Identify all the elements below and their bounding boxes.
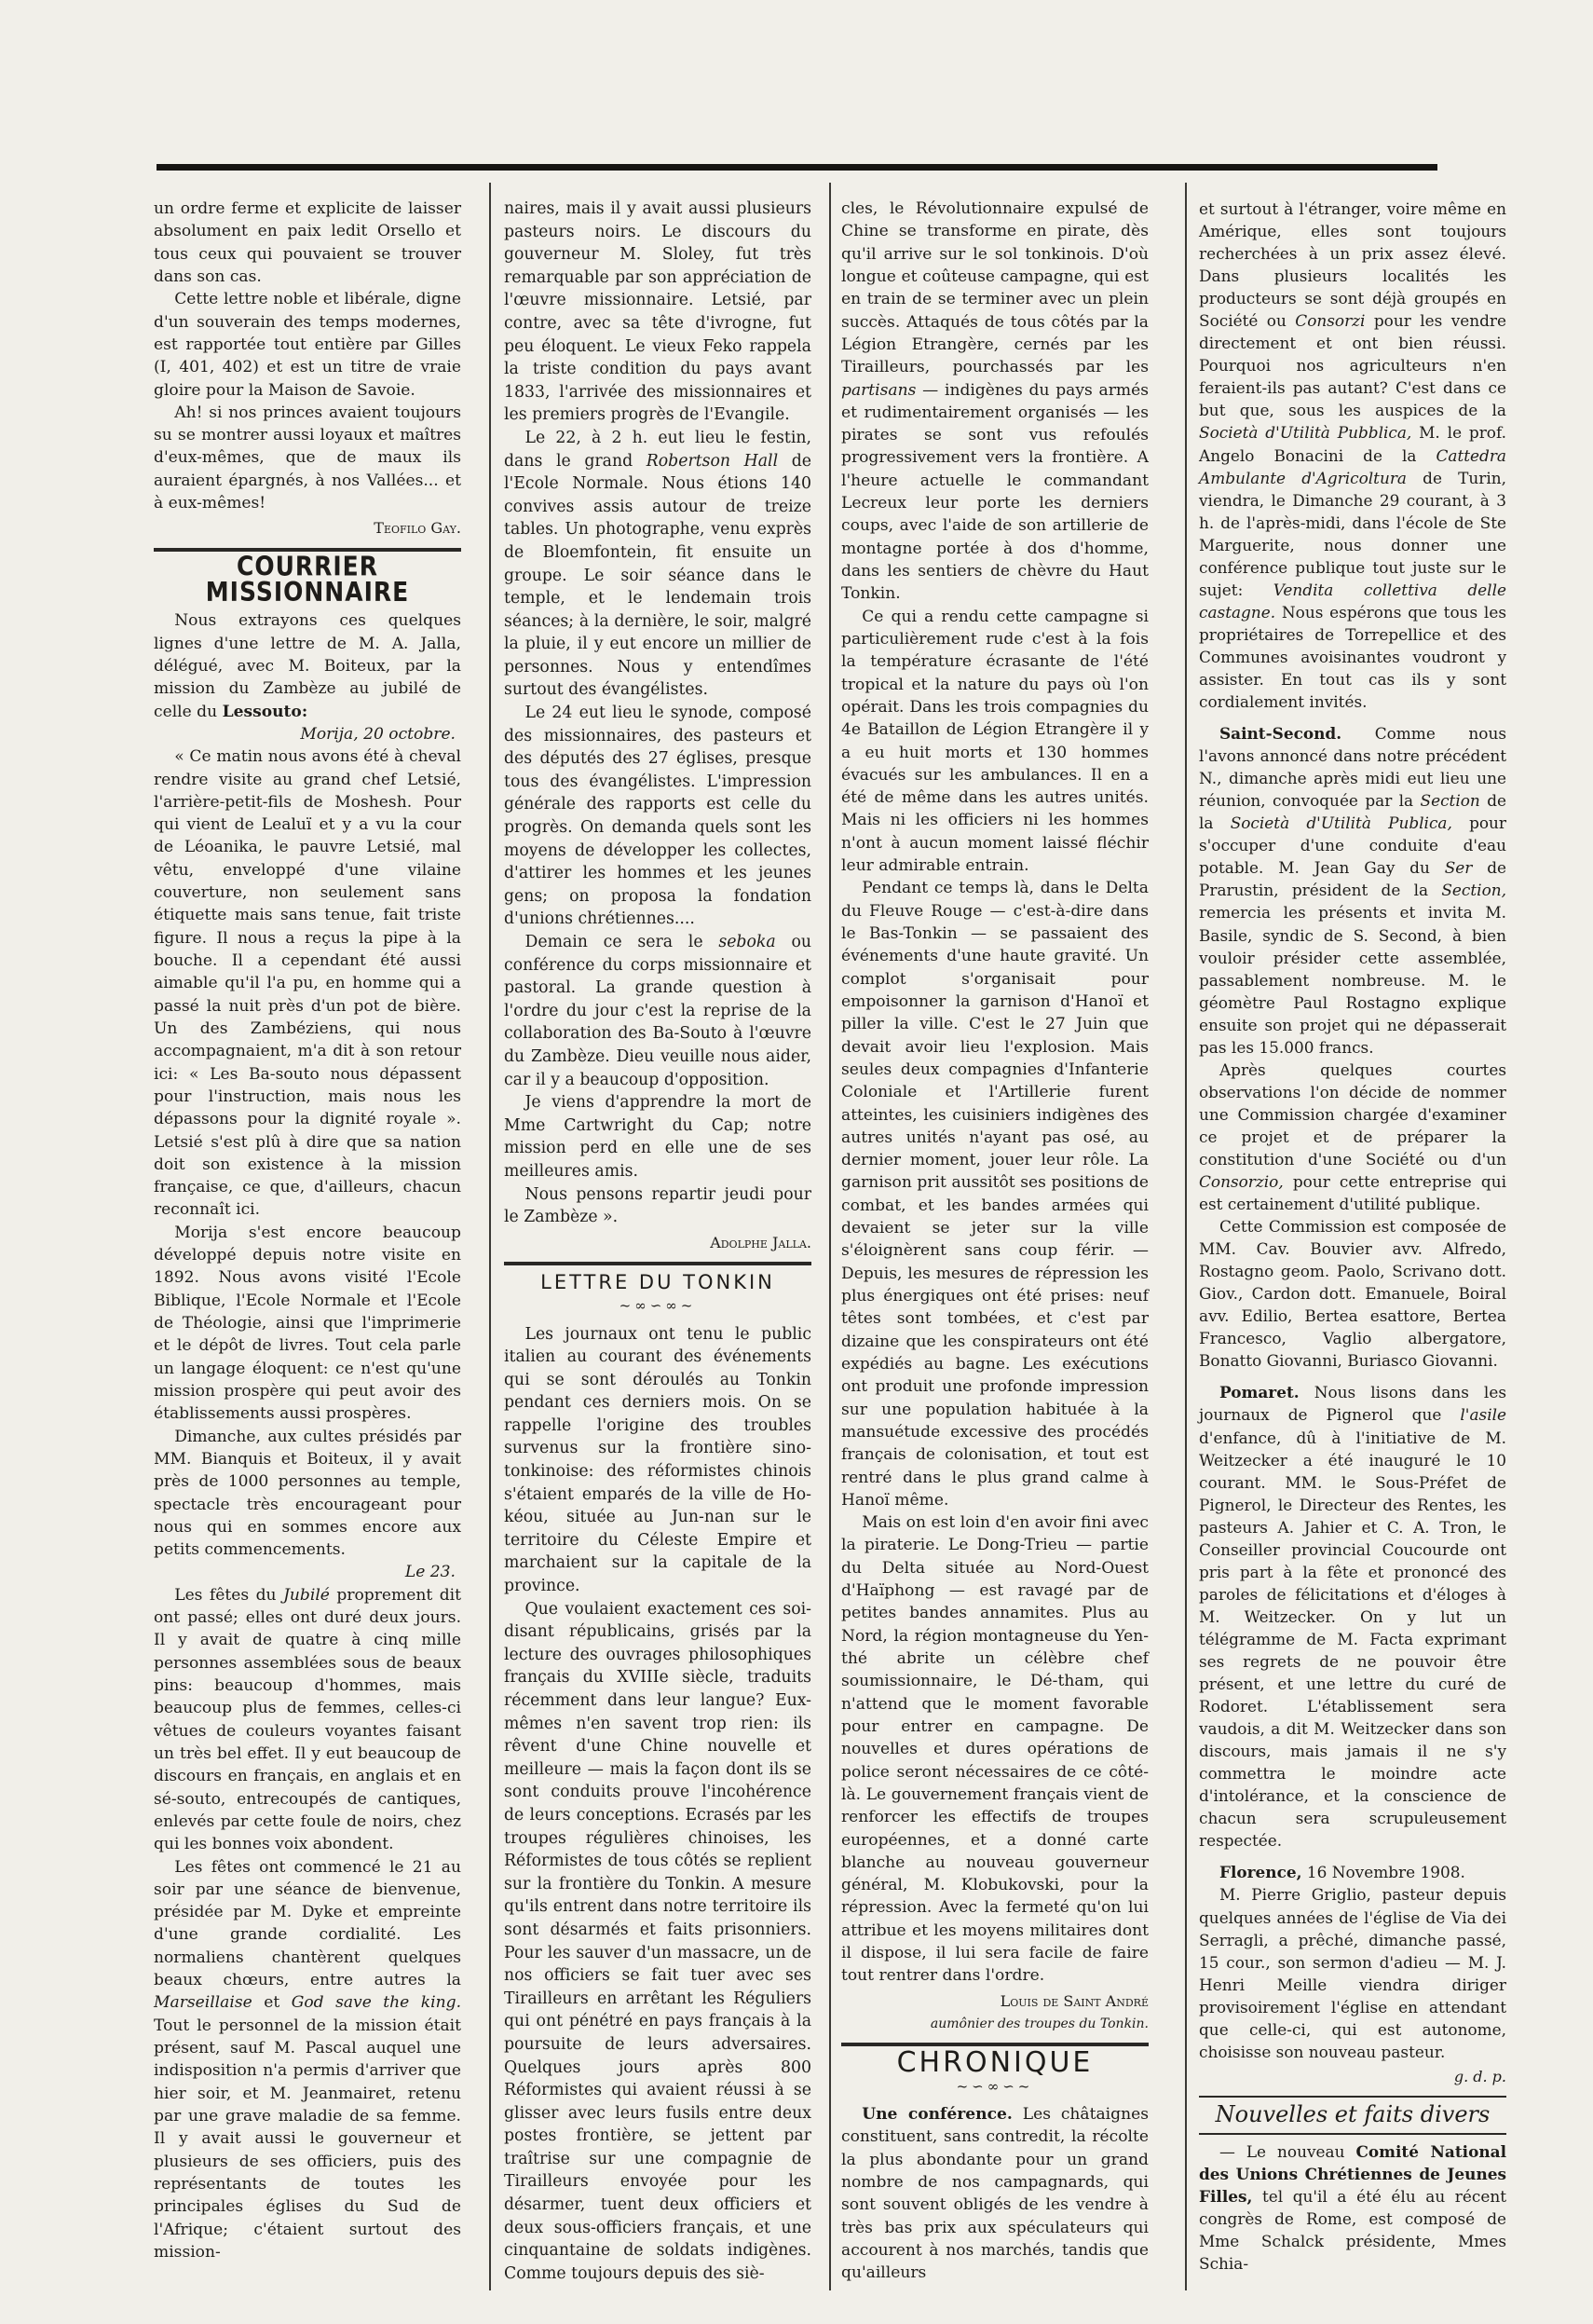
- text-run: de Turin, viendra, le Dimanche 29 courant, à 3 h. de l'après-midi, dans l'école de Ste Marguerite, nous donner une conférence publique tout juste sur le sujet:: [1199, 468, 1506, 599]
- column-1: [154, 198, 461, 2263]
- paragraph: Nous pensons repartir jeudi pour le Zambèze ».: [504, 1184, 811, 1227]
- column-3: [841, 198, 1149, 2284]
- courrier-missionnaire-heading: COURRIER MISSIONNAIRE: [205, 550, 410, 608]
- paragraph: Ce qui a rendu cette campagne si particulièrement rude c'est à la fois la température écrasante de l'été tropical et la nature du pays où l'on opérait. Dans les trois compagnies du 4e Bataillon de Légion Etrangère il y a eu huit morts et 130 hommes évacués sur les ambulances. Il en a été de même dans les autres unités. Mais ni les officiers ni les hommes n'ont à aucun moment laissé fléchir leur admirable entrain.: [841, 607, 1149, 876]
- paragraph: Dimanche, aux cultes présidés par MM. Bianquis et Boiteux, il y avait près de 1000 personnes au temple, spectacle très encourageant pour nous qui en sommes encore aux petits commencements.: [154, 1427, 461, 1560]
- paragraph: Pendant ce temps là, dans le Delta du Fleuve Rouge — c'est-à-dire dans le Bas-Tonkin — se passaient des événements d'une haute gravité. Un complot s'organisait pour empoisonner la garnison d'Hanoï et piller la ville. C'est le 27 Juin que devait avoir lieu l'explosion. Mais seules deux compagnies d'Infanterie Coloniale et l'Artillerie furent atteintes, les cuisiniers indigènes des autres unités n'ayant pas osé, au dernier moment, jouer leur rôle. La garnison prit aussitôt ses positions de combat, et les bandes armées qui devaient se jeter sur la ville s'éloignèrent sans coup férir. — Depuis, les mesures de répression les plus énergiques ont été prises: neuf têtes sont tombées, et c'est par dizaine que les conspirateurs ont été expédiés au bagne. Les exécutions ont produit une profonde impression sur une population habituée à la mansuétude excessive des procédés français de colonisation, et tout est rentré dans le plus grand calme à Hanoï même.: [841, 879, 1149, 1510]
- column-4: [1199, 198, 1506, 2275]
- chronique-heading: CHRONIQUE: [896, 2046, 1094, 2080]
- text-run-italic: Ser: [1444, 858, 1473, 878]
- paragraph: [1199, 198, 1506, 713]
- text-run-bold: Une conférence.: [862, 2104, 1013, 2124]
- text-run: — indigènes du pays armés et rudimentairement organisés — les pirates se sont vus refoulés progressivement vers la frontière. A l'heure actuelle le commandant Lecreux leur porte les derniers coups, avec l'aide de son artillerie de montagne portée à dos d'homme, dans les sentiers de chèvre du Haut Tonkin.: [841, 380, 1149, 604]
- text-run-italic: Marseillaise: [154, 1993, 252, 2013]
- text-run-italic: Società d'Utilità Pubblica,: [1199, 423, 1412, 443]
- paragraph: Le 24 eut lieu le synode, composé des missionnaires, des pasteurs et des députés des 27 églises, presque tous des évangélistes. L'impression générale des rapports est celle du progrès. On demanda quels sont les moyens de développer les collectes, d'attirer les hommes et les jeunes gens; on proposa la fondation d'unions chrétiennes....: [504, 704, 811, 929]
- paragraph: M. Pierre Griglio, pasteur depuis quelques années de l'église de Via dei Serragli, a prêché, dimanche passé, 15 cour., son sermon d'adieu — M. J. Henri Meille viendra diriger provisoirement l'église en attendant que celle-ci, qui est autonome, choisisse son nouveau pasteur.: [1199, 1885, 1506, 2061]
- signature-louis-de-saint-andre: Louis de Saint André: [1000, 1991, 1149, 2010]
- text-run-bold: Florence,: [1219, 1863, 1302, 1882]
- text-run: Les châtaignes constituent, sans contredit, la récolte la plus abondante pour un grand nombre de nos campagnards, qui sont souvent obligés de les vendre à très bas prix aux spéculateurs qui accourent à nos marchés, tandis que qu'ailleurs: [841, 2104, 1149, 2283]
- text-run: pour cette entreprise qui est certainement d'utilité publique.: [1199, 1172, 1506, 1214]
- text-run-bold: Pomaret.: [1219, 1383, 1300, 1402]
- signature-gdp: g. d. p.: [1453, 2067, 1506, 2085]
- paragraph: Cette lettre noble et libérale, digne d'un souverain des temps modernes, est rapportée tout entière par Gilles (I, 401, 402) et est un titre de vraie gloire pour la Maison de Savoie.: [154, 290, 461, 400]
- text-run: Les fêtes ont commencé le 21 au soir par une séance de bienvenue, présidée par M. Dyke et empreinte d'une grande cordialité. Les normaliens chantèrent quelques beaux chœurs, entre autres la: [154, 1857, 461, 1990]
- paragraph: Les journaux ont tenu le public italien au courant des événements qui se sont déroulés au Tonkin pendant ces derniers mois. On se rappelle l'origine des troubles survenus sur la frontière sino-tonkinoise: des réformistes chinois s'étaient emparés de la ville de Ho-kéou, située au Jun-nan sur le territoire du Céleste Empire et marchaient sur la capitale de la province.: [504, 1324, 811, 1596]
- ornament-divider: ~∞∽∞~: [619, 1296, 697, 1314]
- column-divider: [829, 183, 831, 2290]
- paragraph: [841, 2103, 1149, 2285]
- text-run: ou conférence du corps missionnaire et pastoral. La grande question à l'ordre du jour c'est la reprise de la collaboration des Ba-Souto à l'œuvre du Zambèze. Dieu veuille nous aider, car il y a beaucoup d'opposition.: [504, 933, 811, 1089]
- text-run: d'enfance, dû à l'initiative de M. Weitzecker a été inauguré le 10 courant. MM. le Sous-Préfet de Pignerol, le Directeur des Rentes, les pasteurs A. Jahier et C. A. Tron, le Conseiller provincial Coucourde ont pris part à la fête et prononcé des paroles de félicitations et d'éloges à M. Weitzecker. On y lut un télégramme de M. Facta exprimant ses regrets de ne pouvoir être présent, et une lettre du curé de Rodoret. L'établissement sera vaudois, a dit M. Weitzecker dans son discours, mais jamais il ne s'y commettra le moindre acte d'intolérance, et la conscience de chacun sera scrupuleusement respectée.: [1199, 1428, 1506, 1851]
- column-divider: [489, 183, 491, 2290]
- text-run-italic: Consorzio,: [1199, 1172, 1284, 1192]
- signature-teofilo-gay: Teofilo Gay.: [374, 519, 461, 538]
- text-run: Nous espérons que tous les propriétaires de Torrepellice et des Communes avoisinantes voudront y assister. En tout cas ils y sont cordialement invités.: [1199, 602, 1506, 712]
- paragraph: [1199, 2140, 1506, 2275]
- paragraph: Mais on est loin d'en avoir fini avec la piraterie. Le Dong-Trieu — partie du Delta située au Nord-Ouest d'Haïphong — est ravagé par de petites bandes annamites. Plus au Nord, la région montagneuse du Yen-thé abrite un célèbre chef soumissionnaire, le Dé-tham, qui n'attend que le moment favorable pour entrer en campagne. De nouvelles et dures opérations de police seront nécessaires de ce côté-là. Le gouvernement français vient de renforcer les effectifs de troupes européennes, et a donné carte blanche au nouveau gouverneur général, M. Klobukovski, pour la répression. Avec la fermeté qu'on lui attribue et les moyens militaires dont il dispose, il lui sera facile de faire tout rentrer dans l'ordre.: [841, 1513, 1149, 1986]
- text-run: Tout le personnel de la mission était présent, sauf M. Pascal auquel une indisposition n'a permis d'arriver que hier soir, et M. Jeanmairet, retenu par une grave maladie de sa femme. Il y avait aussi le gouverneur et plusieurs de ses officiers, puis des représentants de toutes les principales églises du Sud de l'Afrique; c'étaient surtout des mission-: [154, 2016, 461, 2262]
- ornament-divider: ~∽∞∽~: [956, 2077, 1034, 2095]
- paragraph: [504, 427, 811, 702]
- lettre-du-tonkin-heading: LETTRE DU TONKIN: [540, 1271, 775, 1294]
- paragraph: [154, 609, 461, 723]
- text-run: Nous extrayons ces quelques lignes d'une lettre de M. A. Jalla, délégué, avec M. Boiteux, par la mission du Zambèze au jubilé de celle du: [154, 611, 461, 721]
- text-run-italic: Jubilé: [283, 1585, 330, 1605]
- text-run-italic: Robertson Hall: [646, 451, 779, 471]
- text-run-italic: seboka: [718, 933, 776, 951]
- paragraph: naires, mais il y avait aussi plusieurs pasteurs noirs. Le discours du gouverneur M. Sloley, fut très remarquable par son appréciation de l'œuvre missionnaire. Letsié, par contre, avec sa tête d'ivrogne, fut peu éloquent. Le vieux Feko rappela la triste condition du pays avant 1833, l'arrivée des missionnaires et les premiers progrès de l'Evangile.: [504, 199, 811, 425]
- section-rule: [1199, 2133, 1506, 2135]
- paragraph: [1199, 1381, 1506, 1852]
- paragraph: Que voulaient exactement ces soi-disant républicains, grisés par la lecture des ouvrages philosophiques français du XVIIIe siècle, traduits récemment dans leur langue? Eux-mêmes n'en savent trop rien: ils rêvent d'une Chine nouvelle et meilleure — mais la façon dont ils se sont conduits prouve l'incohérence de leurs conceptions. Ecrasés par les troupes régulières chinoises, les Réformistes de tous côtés se replient sur la frontière du Tonkin. A mesure qu'ils entrent dans notre territoire ils sont désarmés et faits prisonniers. Pour les sauver d'un massacre, un de nos officiers se fait tuer avec ses Tirailleurs en arrêtant les Réguliers qui ont pénétré en pays français à la poursuite de leurs adversaires. Quelques jours après 800 Réformistes qui avaient réussi à se glisser avec leurs fusils entre deux postes frontière, se jettent par traîtrise sur une compagnie de Tirailleurs envoyée pour les désarmer, tuent deux officiers et deux sous-officiers français, et une cinquantaine de soldats indigènes. Comme toujours depuis des siè-: [504, 1599, 811, 2283]
- text-run: de l'Ecole Normale. Nous étions 140 convives assis autour de treize tables. Un photographe, venu exprès de Bloemfontein, fit ensuite un groupe. Le soir séance dans le temple, et le lendemain trois séances; à la dernière, le soir, malgré la pluie, il y eut encore un millier de personnes. Nous y entendîmes surtout des évangélistes.: [504, 451, 811, 700]
- text-run-italic: Cattedra Ambulante d'Agricoltura: [1199, 445, 1506, 487]
- text-run: pour les vendre directement et ont bien réussi. Pourquoi nos agriculteurs n'en feraient-ils pas autant? C'est dans ce but que, sous les auspices de la: [1199, 311, 1506, 420]
- text-run: tel qu'il a été élu au récent congrès de Rome, est composé de Mme Schalck présidente, Mmes Schia-: [1199, 2187, 1506, 2274]
- text-run-italic: God save the king.: [291, 1993, 462, 2013]
- text-run: Demain ce sera le: [524, 933, 703, 951]
- text-run-italic: Consorzi: [1295, 311, 1366, 331]
- text-run: remercia les présents et invita M. Basile, syndic de S. Second, à bien vouloir présider cette assemblée, passablement nombreuse. M. le géomètre Paul Rostagno explique ensuite son projet qui ne dépasserait pas les 15.000 francs.: [1199, 903, 1506, 1057]
- signature-adolphe-jalla: Adolphe Jalla.: [710, 1233, 811, 1251]
- text-run: — Le nouveau: [1219, 2141, 1345, 2161]
- text-run-bold: Lessouto:: [222, 702, 308, 721]
- paragraph: [1199, 722, 1506, 1059]
- column-2: [504, 198, 811, 2285]
- paragraph: [154, 1856, 461, 2264]
- paragraph: [1199, 1861, 1506, 1883]
- paragraph: un ordre ferme et explicite de laisser absolument en paix ledit Orsello et tous ceux qui pouvaient se trouver dans son cas.: [154, 199, 461, 286]
- text-run: de la: [1199, 791, 1506, 833]
- section-rule: [504, 1262, 811, 1265]
- paragraph: Cette Commission est composée de MM. Cav. Bouvier avv. Alfredo, Rostagno geom. Paolo, Scrivano dott. Giov., Cardon dott. Emanuele, Boiral avv. Edilio, Bertea esattore, Bertea Francesco, Vaglio albergatore, Bonatto Giovanni, Buriasco Giovanni.: [1199, 1217, 1506, 1371]
- text-run: et: [264, 1993, 280, 2013]
- dateline: Le 23.: [404, 1563, 456, 1582]
- paragraph: [154, 1584, 461, 1856]
- text-run: de Prarustin, président de la: [1199, 858, 1506, 900]
- text-run: proprement dit ont passé; elles ont duré deux jours. Il y avait de quatre à cinq mille personnes assemblées sous de beaux pins: beaucoup d'hommes, mais beaucoup plus de femmes, celles-ci vêtues de couleurs voyantes faisant un très bel effet. Il y eut beaucoup de discours en français, en anglais et en sé-souto, entrecoupés de cantiques, enlevés par cette foule de noirs, chez qui les bonnes voix abondent.: [154, 1585, 462, 1854]
- text-run: Nous lisons dans les journaux de Pignerol que: [1199, 1383, 1506, 1425]
- text-run-bold: Comité National des Unions Chrétiennes de Jeunes Filles,: [1199, 2141, 1506, 2207]
- text-run-italic: Vendita collettiva delle castagne.: [1199, 580, 1506, 622]
- paragraph: [504, 931, 811, 1091]
- paragraph: « Ce matin nous avons été à cheval rendre visite au grand chef Letsié, l'arrière-petit-fils de Moshesh. Pour qui vient de Lealuï et y a vu la cour de Léoanika, le pauvre Letsié, mal vêtu, enveloppé d'une vilaine couverture, non seulement sans étiquette mais sans tenue, fait triste figure. Il nous a reçus la pipe à la bouche. Il a cependant été aussi aimable qu'il l'a pu, en homme qui a passé la nuit près d'un pot de bière. Un des Zambéziens, qui nous accompagnaient, m'a dit à son retour ici: « Les Ba-souto nous dépassent pour l'instruction, mais nous les dépassons pour la dignité royale ». Letsié s'est plû à dire que sa nation doit son existence à la mission française, ce que, d'ailleurs, chacun reconnaît ici.: [154, 747, 461, 1220]
- text-run-bold: Saint-Second.: [1219, 724, 1342, 744]
- text-run-italic: Section,: [1441, 881, 1506, 900]
- section-rule: [1199, 2096, 1506, 2098]
- paragraph: [841, 198, 1149, 606]
- nouvelles-et-faits-divers-heading: Nouvelles et faits divers: [1215, 2100, 1491, 2127]
- column-divider: [1185, 183, 1187, 2290]
- text-run-italic: partisans: [841, 380, 917, 400]
- text-run-italic: l'asile: [1460, 1405, 1506, 1425]
- text-run: cles, le Révolutionnaire expulsé de Chine se transforme en pirate, dès qu'il arrive sur le sol tonkinois. D'où longue et coûteuse campagne, qui est en train de se terminer avec un plein succès. Attaqués de tous côtés par la Légion Etrangère, cernés par les Tirailleurs, pourchassés par les: [841, 199, 1149, 377]
- dateline: Morija, 20 octobre.: [300, 724, 456, 744]
- signature-role: aumônier des troupes du Tonkin.: [930, 2016, 1149, 2031]
- header-rule: [157, 164, 1437, 171]
- paragraph: [1199, 1059, 1506, 1215]
- text-run-italic: Società d'Utilità Publica,: [1230, 813, 1452, 833]
- text-run: pour s'occuper d'une conduite d'eau potable. M. Jean Gay du: [1199, 813, 1506, 878]
- paragraph: Morija s'est encore beaucoup développé depuis notre visite en 1892. Nous avons visité l'Ecole Biblique, l'Ecole Normale et l'Ecole de Théologie, ainsi que l'imprimerie et le dépôt de livres. Tout cela parle un langage éloquent: ce n'est qu'une mission prospère qui peut avoir des établissements aussi prospères.: [154, 1223, 461, 1424]
- paragraph: Ah! si nos princes avaient toujours su se montrer aussi loyaux et maîtres d'eux-mêmes, que de maux ils auraient épargnés, à nos Vallées... et à eux-mêmes!: [154, 403, 461, 513]
- text-run: Le 22, à 2 h. eut lieu le festin, dans le grand: [504, 428, 811, 471]
- text-run: Comme nous l'avons annoncé dans notre précédent N., dimanche après midi eut lieu une réunion, convoquée par la: [1199, 724, 1506, 811]
- paragraph: Je viens d'apprendre la mort de Mme Cartwright du Cap; notre mission perd en elle une de ses meilleures amis.: [504, 1093, 811, 1181]
- text-run-italic: Section: [1420, 791, 1480, 811]
- text-run: et surtout à l'étranger, voire même en Amérique, elles sont toujours recherchées à un prix assez élevé. Dans plusieurs localités les producteurs se sont déjà groupés en Société ou: [1199, 199, 1506, 331]
- text-run: M. le prof. Angelo Bonacini de la: [1199, 423, 1506, 465]
- text-run: 16 Novembre 1908.: [1306, 1863, 1465, 1882]
- text-run: Après quelques courtes observations l'on décide de nommer une Commission chargée d'examiner ce projet et de préparer la constitution d'une Société ou d'un: [1199, 1059, 1506, 1169]
- text-run: Les fêtes du: [174, 1585, 277, 1605]
